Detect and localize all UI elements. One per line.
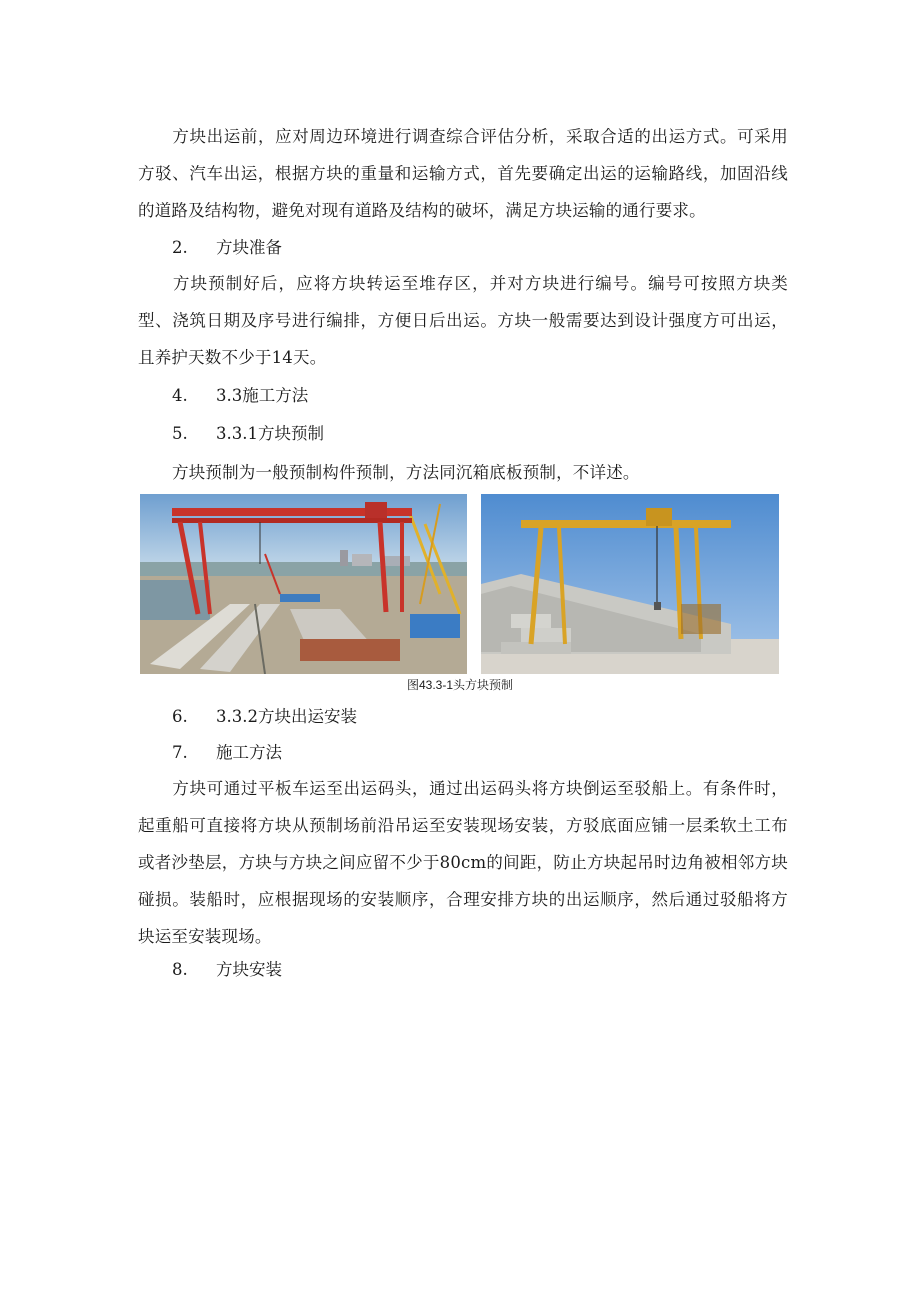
heading-text: 3.3.2方块出运安装 bbox=[216, 707, 357, 726]
heading-number: 6. bbox=[172, 707, 188, 726]
heading-text: 方块安装 bbox=[216, 960, 282, 979]
paragraph-precast bbox=[138, 454, 788, 491]
paragraph-text: 方块预制好后，应将方块转运至堆存区，并对方块进行编号。编号可按照方块类型、浇筑日期及序号进行编排，方便日后出运。方块一般需要达到设计强度方可出运，且养护天数不少于14天。 bbox=[138, 274, 788, 367]
heading-text: 方块准备 bbox=[216, 238, 282, 257]
heading-block-transport bbox=[172, 705, 357, 729]
paragraph-text: 方块出运前，应对周边环境进行调查综合评估分析，采取合适的出运方式。可采用方驳、汽车出运，根据方块的重量和运输方式，首先要确定出运的运输路线，加固沿线的道路及结构物，避免对现有道路及结构的破坏，满足方块运输的通行要求。 bbox=[138, 127, 788, 220]
heading-number: 8. bbox=[172, 960, 188, 979]
heading-number: 2. bbox=[172, 238, 188, 257]
paragraph-text: 方块预制为一般预制构件预制，方法同沉箱底板预制，不详述。 bbox=[172, 463, 640, 482]
heading-block-precast bbox=[172, 422, 324, 446]
heading-number: 4. bbox=[172, 386, 188, 405]
paragraph-block-prep bbox=[138, 265, 788, 376]
heading-method bbox=[172, 741, 282, 765]
stacked-blocks-photo bbox=[481, 494, 779, 674]
figure-caption: 图43.3-1头方块预制 bbox=[406, 678, 514, 692]
heading-text: 3.3.1方块预制 bbox=[216, 424, 324, 443]
precast-yard-photo bbox=[140, 494, 467, 674]
heading-text: 3.3施工方法 bbox=[216, 386, 309, 405]
heading-text: 施工方法 bbox=[216, 743, 282, 762]
paragraph-text: 方块可通过平板车运至出运码头，通过出运码头将方块倒运至驳船上。有条件时，起重船可直接将方块从预制场前沿吊运至安装现场安装，方驳底面应铺一层柔软土工布或者沙垫层，方块与方块之间应留不少于80cm的间距，防止方块起吊时边角被相邻方块碰损。装船时，应根据现场的安装顺序，合理安排方块的出运顺序，然后通过驳船将方块运至安装现场。 bbox=[138, 779, 788, 946]
paragraph-transport-prep bbox=[138, 118, 788, 229]
heading-block-install bbox=[172, 958, 282, 982]
heading-block-prep bbox=[172, 236, 282, 260]
heading-construction-method bbox=[172, 384, 308, 408]
heading-number: 7. bbox=[172, 743, 188, 762]
heading-number: 5. bbox=[172, 424, 188, 443]
paragraph-transport-method bbox=[138, 770, 788, 955]
figure-photos bbox=[140, 494, 782, 674]
